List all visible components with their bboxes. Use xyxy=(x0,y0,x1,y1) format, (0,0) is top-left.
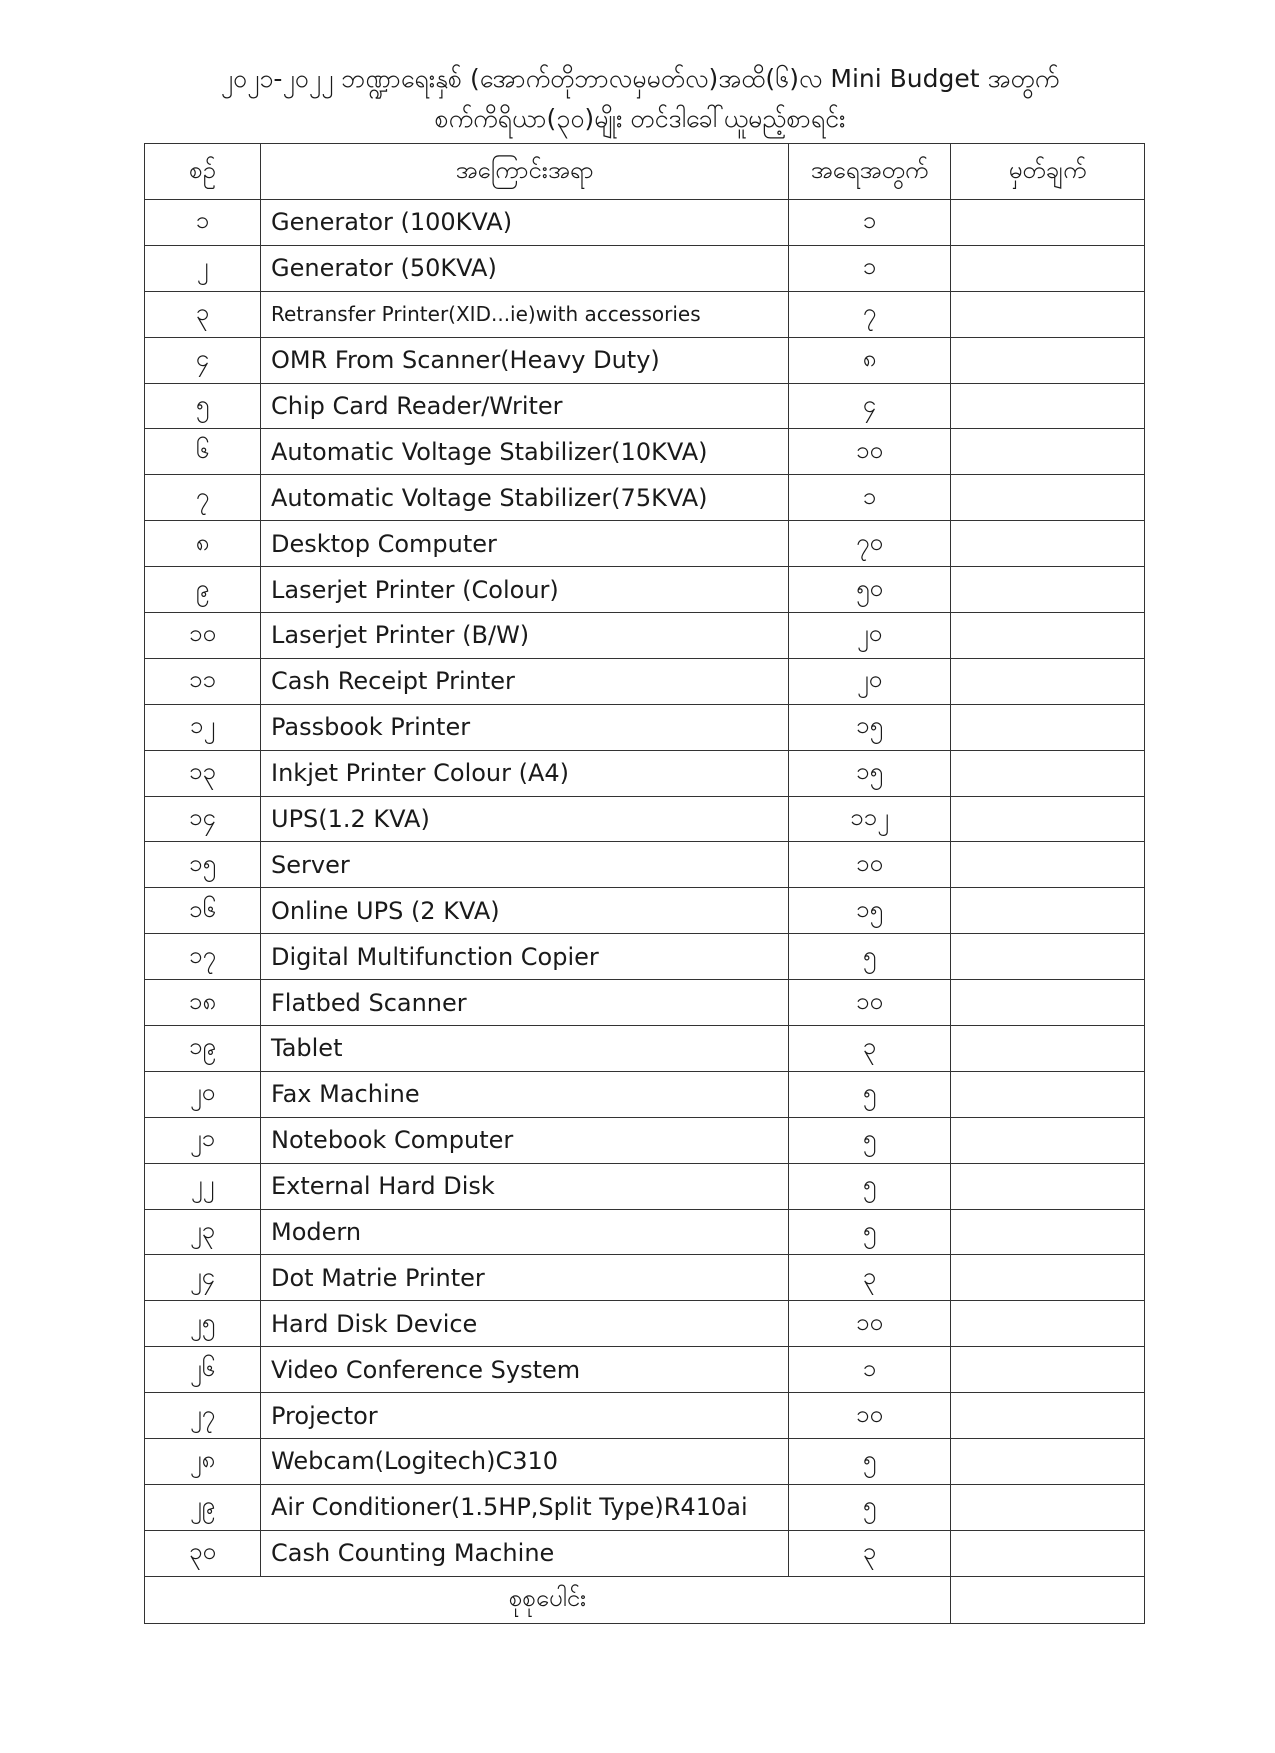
header-no: စဉ် xyxy=(145,144,261,200)
row-quantity-cell: ၅ xyxy=(789,1439,951,1485)
row-quantity-cell: ၃ xyxy=(789,1255,951,1301)
table-row xyxy=(145,521,1145,567)
row-remark-cell xyxy=(951,337,1145,383)
table-row xyxy=(145,1484,1145,1530)
row-remark-cell xyxy=(951,1439,1145,1485)
row-item-cell: Laserjet Printer (B/W) xyxy=(261,613,789,659)
row-item-cell: Generator (100KVA) xyxy=(261,200,789,246)
row-remark-cell xyxy=(951,750,1145,796)
row-quantity-cell: ၈ xyxy=(789,337,951,383)
table-row xyxy=(145,291,1145,337)
table-row xyxy=(145,1117,1145,1163)
table-row xyxy=(145,1026,1145,1072)
row-quantity-cell: ၂၀ xyxy=(789,613,951,659)
row-item-cell: Desktop Computer xyxy=(261,521,789,567)
row-quantity-cell: ၁ xyxy=(789,200,951,246)
table-row xyxy=(145,658,1145,704)
row-item-cell: Chip Card Reader/Writer xyxy=(261,383,789,429)
document-title-line-2: စက်ကိရိယာ(၃၀)မျိုး တင်ဒါခေါ်ယူမည့်စာရင်း xyxy=(434,104,846,133)
row-quantity-cell: ၁၀ xyxy=(789,1393,951,1439)
row-remark-cell xyxy=(951,567,1145,613)
table-row xyxy=(145,1301,1145,1347)
row-item-cell: OMR From Scanner(Heavy Duty) xyxy=(261,337,789,383)
row-quantity-cell: ၂၀ xyxy=(789,658,951,704)
header-remark: မှတ်ချက် xyxy=(951,144,1145,200)
row-number-cell: ၂ xyxy=(145,245,261,291)
row-number-cell: ၂၇ xyxy=(145,1393,261,1439)
table-row xyxy=(145,475,1145,521)
row-remark-cell xyxy=(951,796,1145,842)
row-remark-cell xyxy=(951,475,1145,521)
row-number-cell: ၂၂ xyxy=(145,1163,261,1209)
row-number-cell: ၁၅ xyxy=(145,842,261,888)
row-remark-cell xyxy=(951,1530,1145,1576)
table-row xyxy=(145,1530,1145,1576)
row-quantity-cell: ၁၀ xyxy=(789,842,951,888)
row-item-cell: Passbook Printer xyxy=(261,704,789,750)
row-quantity-cell: ၅ xyxy=(789,1117,951,1163)
row-remark-cell xyxy=(951,704,1145,750)
row-remark-cell xyxy=(951,658,1145,704)
row-item-cell: Automatic Voltage Stabilizer(10KVA) xyxy=(261,429,789,475)
table-row xyxy=(145,750,1145,796)
row-item-cell: Dot Matrie Printer xyxy=(261,1255,789,1301)
row-number-cell: ၂၃ xyxy=(145,1209,261,1255)
row-quantity-cell: ၁၅ xyxy=(789,704,951,750)
row-quantity-cell: ၄ xyxy=(789,383,951,429)
table-row xyxy=(145,200,1145,246)
row-item-cell: Tablet xyxy=(261,1026,789,1072)
row-number-cell: ၂၈ xyxy=(145,1439,261,1485)
table-row xyxy=(145,429,1145,475)
row-remark-cell xyxy=(951,980,1145,1026)
row-remark-cell xyxy=(951,291,1145,337)
row-quantity-cell: ၁၁၂ xyxy=(789,796,951,842)
row-item-cell: Air Conditioner(1.5HP,Split Type)R410ai xyxy=(261,1484,789,1530)
total-label: စုစုပေါင်း xyxy=(145,1576,951,1623)
table-row xyxy=(145,245,1145,291)
table-row xyxy=(145,704,1145,750)
header-item: အကြောင်းအရာ xyxy=(261,144,789,200)
row-quantity-cell: ၁၅ xyxy=(789,888,951,934)
row-item-cell: External Hard Disk xyxy=(261,1163,789,1209)
row-item-cell: Cash Receipt Printer xyxy=(261,658,789,704)
row-number-cell: ၉ xyxy=(145,567,261,613)
row-number-cell: ၁၀ xyxy=(145,613,261,659)
row-number-cell: ၁၇ xyxy=(145,934,261,980)
row-quantity-cell: ၁ xyxy=(789,1347,951,1393)
row-remark-cell xyxy=(951,1255,1145,1301)
row-quantity-cell: ၅ xyxy=(789,1209,951,1255)
row-number-cell: ၃ xyxy=(145,291,261,337)
row-number-cell: ၂၁ xyxy=(145,1117,261,1163)
row-item-cell: Cash Counting Machine xyxy=(261,1530,789,1576)
row-number-cell: ၈ xyxy=(145,521,261,567)
row-quantity-cell: ၅ xyxy=(789,1071,951,1117)
table-row xyxy=(145,934,1145,980)
table-row xyxy=(145,567,1145,613)
row-item-cell: Generator (50KVA) xyxy=(261,245,789,291)
row-remark-cell xyxy=(951,1209,1145,1255)
header-quantity: အရေအတွက် xyxy=(789,144,951,200)
row-remark-cell xyxy=(951,429,1145,475)
row-remark-cell xyxy=(951,1163,1145,1209)
row-number-cell: ၂၀ xyxy=(145,1071,261,1117)
row-remark-cell xyxy=(951,383,1145,429)
row-quantity-cell: ၇ xyxy=(789,291,951,337)
row-number-cell: ၂၄ xyxy=(145,1255,261,1301)
table-row xyxy=(145,1393,1145,1439)
row-remark-cell xyxy=(951,613,1145,659)
row-quantity-cell: ၇၀ xyxy=(789,521,951,567)
row-remark-cell xyxy=(951,888,1145,934)
row-remark-cell xyxy=(951,1117,1145,1163)
table-row xyxy=(145,1071,1145,1117)
row-item-cell: Notebook Computer xyxy=(261,1117,789,1163)
row-item-cell: Laserjet Printer (Colour) xyxy=(261,567,789,613)
row-number-cell: ၁ xyxy=(145,200,261,246)
row-number-cell: ၁၆ xyxy=(145,888,261,934)
row-item-cell: Automatic Voltage Stabilizer(75KVA) xyxy=(261,475,789,521)
row-item-cell: Retransfer Printer(XID...ie)with accessories xyxy=(261,291,789,337)
row-number-cell: ၇ xyxy=(145,475,261,521)
row-quantity-cell: ၁၅ xyxy=(789,750,951,796)
table-row xyxy=(145,842,1145,888)
row-remark-cell xyxy=(951,1393,1145,1439)
row-remark-cell xyxy=(951,934,1145,980)
row-item-cell: Projector xyxy=(261,1393,789,1439)
row-quantity-cell: ၅ xyxy=(789,1484,951,1530)
table-row xyxy=(145,980,1145,1026)
table-row xyxy=(145,888,1145,934)
row-remark-cell xyxy=(951,1071,1145,1117)
table-body xyxy=(145,200,1145,1577)
table-row xyxy=(145,1439,1145,1485)
table-row xyxy=(145,1163,1145,1209)
table-header-row xyxy=(145,144,1145,200)
total-row xyxy=(145,1576,1145,1623)
table-row xyxy=(145,1255,1145,1301)
table-row xyxy=(145,1347,1145,1393)
row-number-cell: ၁၉ xyxy=(145,1026,261,1072)
row-number-cell: ၁၈ xyxy=(145,980,261,1026)
row-remark-cell xyxy=(951,1301,1145,1347)
row-remark-cell xyxy=(951,245,1145,291)
row-number-cell: ၁၂ xyxy=(145,704,261,750)
row-item-cell: Modern xyxy=(261,1209,789,1255)
row-item-cell: Webcam(Logitech)C310 xyxy=(261,1439,789,1485)
row-number-cell: ၁၁ xyxy=(145,658,261,704)
row-quantity-cell: ၃ xyxy=(789,1530,951,1576)
row-remark-cell xyxy=(951,1347,1145,1393)
equipment-table xyxy=(144,143,1145,1624)
row-quantity-cell: ၅၀ xyxy=(789,567,951,613)
row-number-cell: ၁၃ xyxy=(145,750,261,796)
row-remark-cell xyxy=(951,200,1145,246)
row-item-cell: Fax Machine xyxy=(261,1071,789,1117)
document-title-line-1: ၂၀၂၁-၂၀၂၂ ဘဏ္ဍာရေးနှစ် (အောက်တိုဘာလမှမတ်လ)အထိ(၆)လ Mini Budget အတွက် xyxy=(220,64,1060,93)
table-row xyxy=(145,796,1145,842)
row-item-cell: Server xyxy=(261,842,789,888)
row-number-cell: ၁၄ xyxy=(145,796,261,842)
row-quantity-cell: ၁ xyxy=(789,475,951,521)
row-number-cell: ၅ xyxy=(145,383,261,429)
row-number-cell: ၆ xyxy=(145,429,261,475)
row-item-cell: Inkjet Printer Colour (A4) xyxy=(261,750,789,796)
total-value xyxy=(951,1576,1145,1623)
row-quantity-cell: ၃ xyxy=(789,1026,951,1072)
row-number-cell: ၂၉ xyxy=(145,1484,261,1530)
row-remark-cell xyxy=(951,521,1145,567)
row-remark-cell xyxy=(951,1484,1145,1530)
table-row xyxy=(145,1209,1145,1255)
table-row xyxy=(145,383,1145,429)
row-number-cell: ၃၀ xyxy=(145,1530,261,1576)
row-remark-cell xyxy=(951,1026,1145,1072)
row-item-cell: Online UPS (2 KVA) xyxy=(261,888,789,934)
row-item-cell: Digital Multifunction Copier xyxy=(261,934,789,980)
row-quantity-cell: ၅ xyxy=(789,934,951,980)
row-quantity-cell: ၁၀ xyxy=(789,1301,951,1347)
row-item-cell: Video Conference System xyxy=(261,1347,789,1393)
row-quantity-cell: ၁၀ xyxy=(789,980,951,1026)
row-number-cell: ၂၆ xyxy=(145,1347,261,1393)
row-item-cell: Hard Disk Device xyxy=(261,1301,789,1347)
row-quantity-cell: ၁၀ xyxy=(789,429,951,475)
table-row xyxy=(145,613,1145,659)
row-quantity-cell: ၅ xyxy=(789,1163,951,1209)
row-item-cell: Flatbed Scanner xyxy=(261,980,789,1026)
row-remark-cell xyxy=(951,842,1145,888)
row-quantity-cell: ၁ xyxy=(789,245,951,291)
row-number-cell: ၂၅ xyxy=(145,1301,261,1347)
row-item-cell: UPS(1.2 KVA) xyxy=(261,796,789,842)
table-row xyxy=(145,337,1145,383)
row-number-cell: ၄ xyxy=(145,337,261,383)
